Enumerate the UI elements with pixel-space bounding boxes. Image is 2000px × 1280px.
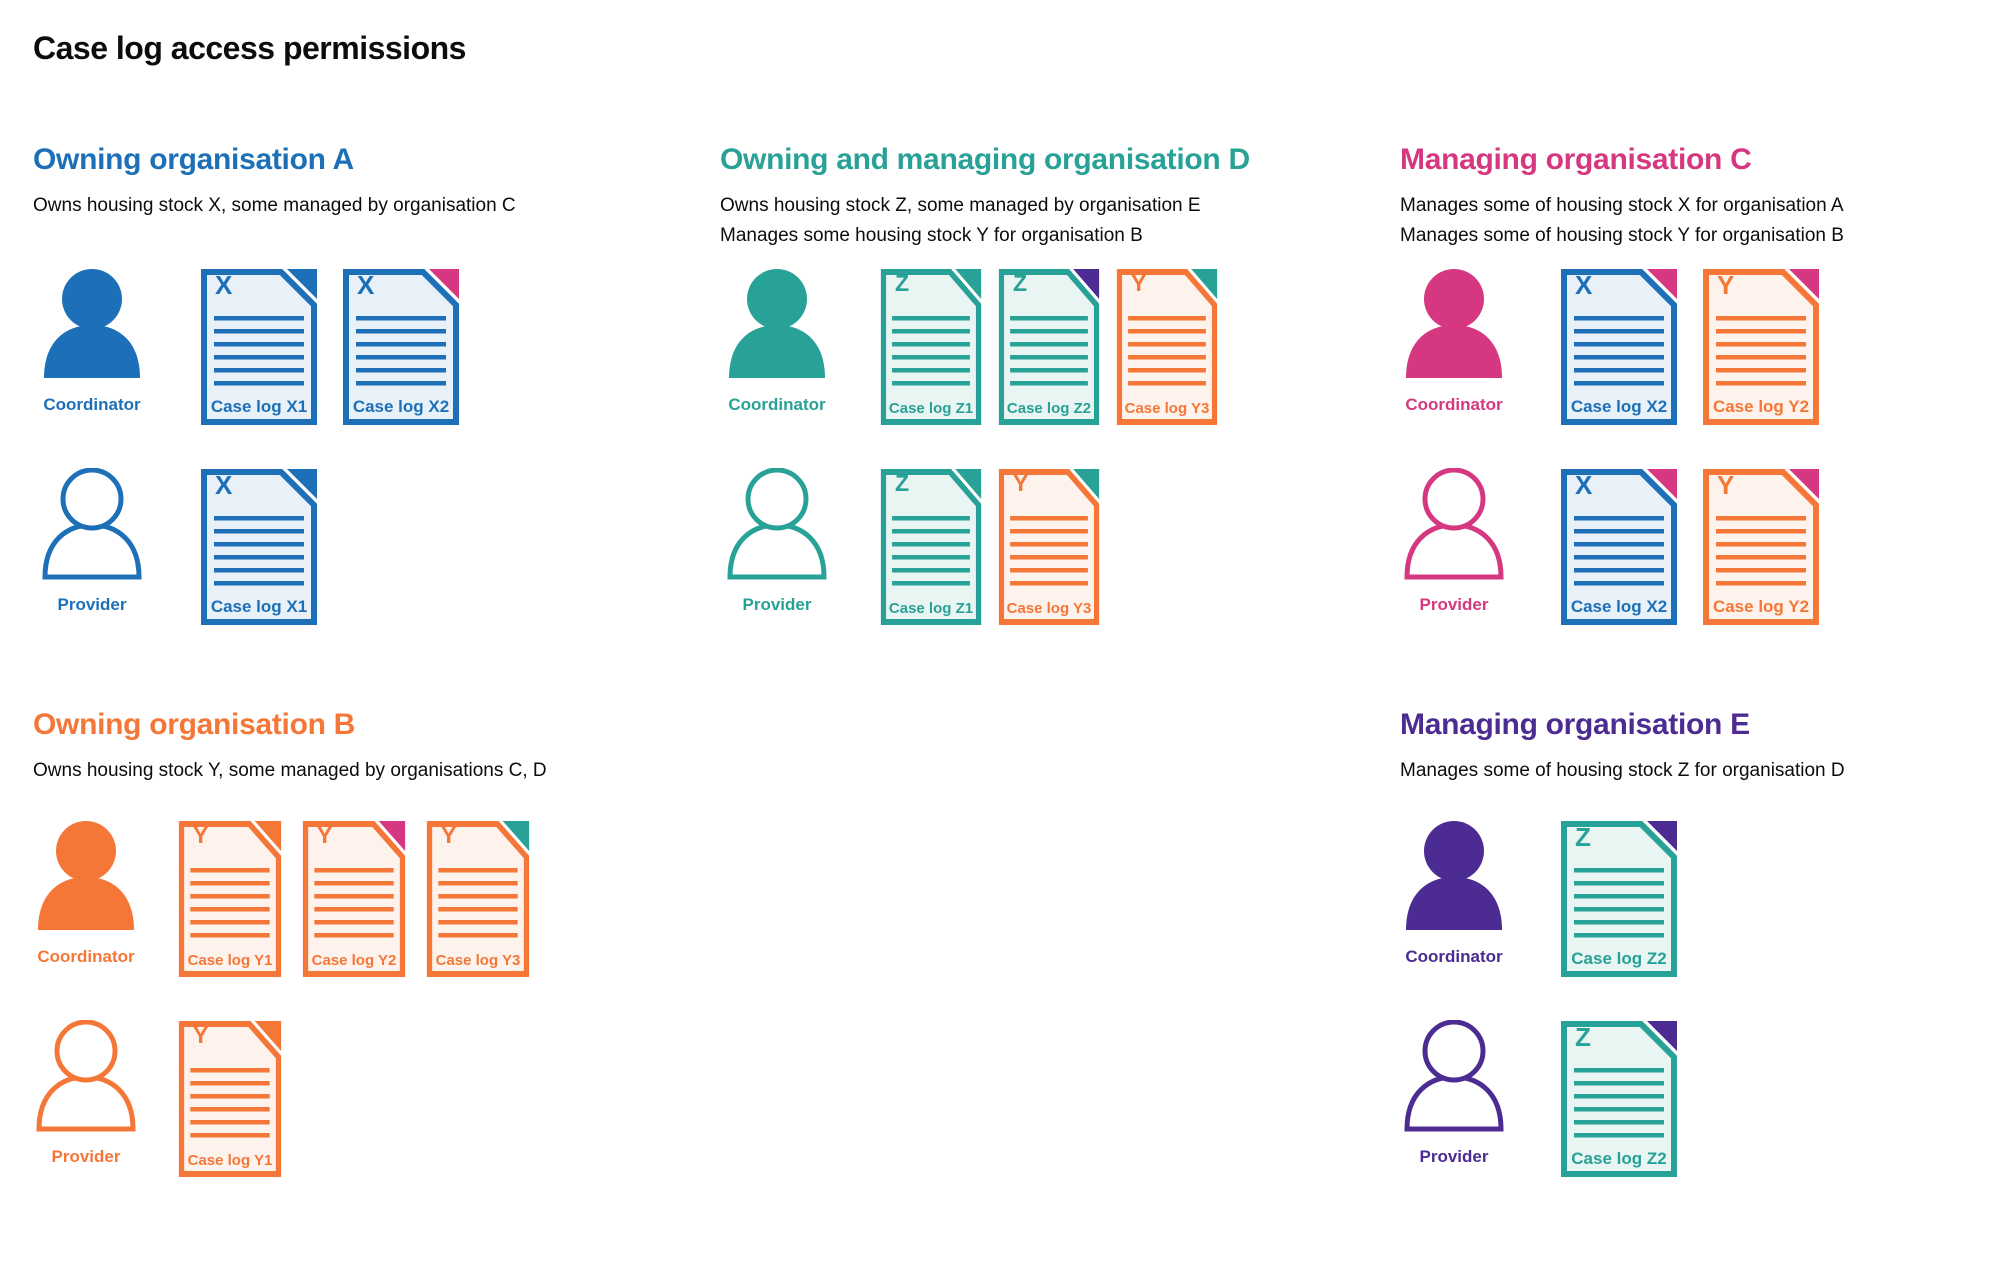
document-letter: Z xyxy=(1575,822,1591,852)
description-line: Manages some of housing stock Y for organisation B xyxy=(1400,224,1844,246)
document-label: Case log X2 xyxy=(1570,597,1668,616)
provider-row xyxy=(1400,1020,1678,1180)
document-letter: Z xyxy=(895,470,910,496)
person-role-label: Coordinator xyxy=(1405,947,1503,966)
person-cell xyxy=(720,268,880,428)
provider-icon xyxy=(1402,1020,1506,1132)
document-letter: Y xyxy=(441,822,457,848)
coordinator-icon xyxy=(40,268,144,380)
coordinator-row xyxy=(33,820,530,980)
document-case-log-y3 xyxy=(998,468,1100,626)
description-line: Owns housing stock Z, some managed by organisation E xyxy=(720,194,1201,216)
document-case-log-x1 xyxy=(200,468,318,626)
documents-group xyxy=(1560,1020,1678,1178)
documents-group xyxy=(1560,468,1820,626)
person-cell xyxy=(1400,468,1560,628)
person-role-label: Provider xyxy=(57,595,127,614)
document-label: Case log Z2 xyxy=(1006,400,1092,417)
provider-icon xyxy=(40,468,144,580)
section-managing-organisation-e xyxy=(1400,708,1990,1168)
document-case-log-y3 xyxy=(1116,268,1218,426)
coordinator-figure xyxy=(712,268,842,415)
section-description xyxy=(33,756,693,786)
person-role-label: Provider xyxy=(742,595,812,614)
document-case-log-z2 xyxy=(998,268,1100,426)
coordinator-icon xyxy=(725,268,829,380)
provider-row xyxy=(33,468,318,628)
section-owning-organisation-a xyxy=(33,143,693,616)
coordinator-icon xyxy=(34,820,138,932)
coordinator-figure xyxy=(27,268,157,415)
coordinator-row xyxy=(1400,268,1820,428)
documents-group xyxy=(1560,268,1820,426)
document-case-log-z1 xyxy=(880,268,982,426)
provider-icon xyxy=(1402,468,1506,580)
document-letter: Y xyxy=(193,822,209,848)
documents-group xyxy=(178,820,530,978)
document-letter: Y xyxy=(1717,470,1735,500)
person-cell xyxy=(33,268,200,428)
document-label: Case log Y3 xyxy=(1124,400,1210,417)
person-role-label: Coordinator xyxy=(1405,395,1503,414)
coordinator-row xyxy=(33,268,460,428)
section-managing-organisation-c xyxy=(1400,143,1990,616)
document-letter: Y xyxy=(1717,270,1735,300)
document-label: Case log Z1 xyxy=(888,400,974,417)
documents-group xyxy=(200,268,460,426)
document-label: Case log X1 xyxy=(210,597,308,616)
person-cell xyxy=(720,468,880,628)
person-cell xyxy=(33,468,200,628)
provider-figure xyxy=(1389,468,1519,615)
person-cell xyxy=(33,820,178,980)
person-role-label: Coordinator xyxy=(728,395,826,414)
coordinator-icon xyxy=(1402,268,1506,380)
section-description xyxy=(1400,756,1990,786)
document-case-log-y1 xyxy=(178,820,282,978)
document-case-log-z2 xyxy=(1560,1020,1678,1178)
page-title: Case log access permissions xyxy=(33,30,466,66)
section-title: Managing organisation C xyxy=(1400,143,1752,176)
person-role-label: Provider xyxy=(1419,595,1489,614)
provider-icon xyxy=(34,1020,138,1132)
document-letter: X xyxy=(1575,470,1593,500)
section-description xyxy=(1400,191,1990,251)
provider-icon xyxy=(725,468,829,580)
document-label: Case log X2 xyxy=(1570,397,1668,416)
section-description xyxy=(720,191,1380,251)
provider-figure xyxy=(712,468,842,615)
provider-row xyxy=(33,1020,282,1180)
document-label: Case log Y3 xyxy=(435,952,521,969)
document-label: Case log Y3 xyxy=(1006,600,1092,617)
provider-figure xyxy=(27,468,157,615)
provider-figure xyxy=(21,1020,151,1167)
provider-figure xyxy=(1389,1020,1519,1167)
provider-row xyxy=(720,468,1100,628)
document-case-log-x2 xyxy=(342,268,460,426)
document-case-log-z2 xyxy=(1560,820,1678,978)
document-letter: Y xyxy=(317,822,333,848)
document-case-log-y2 xyxy=(302,820,406,978)
document-letter: Z xyxy=(1575,1022,1591,1052)
documents-group xyxy=(178,1020,282,1178)
coordinator-figure xyxy=(1389,820,1519,967)
provider-row xyxy=(1400,468,1820,628)
document-label: Case log Z2 xyxy=(1571,1149,1667,1168)
document-letter: X xyxy=(215,270,233,300)
document-label: Case log Y2 xyxy=(311,952,397,969)
coordinator-row xyxy=(1400,820,1678,980)
document-case-log-y3 xyxy=(426,820,530,978)
document-label: Case log Y2 xyxy=(1712,397,1810,416)
description-line: Owns housing stock X, some managed by organisation C xyxy=(33,194,516,216)
person-role-label: Provider xyxy=(51,1147,121,1166)
document-case-log-x1 xyxy=(200,268,318,426)
document-label: Case log Y1 xyxy=(187,952,273,969)
description-line: Manages some of housing stock Z for organisation D xyxy=(1400,759,1845,781)
document-label: Case log Y2 xyxy=(1712,597,1810,616)
person-cell xyxy=(1400,820,1560,980)
document-case-log-z1 xyxy=(880,468,982,626)
section-title: Owning and managing organisation D xyxy=(720,143,1250,176)
person-role-label: Coordinator xyxy=(43,395,141,414)
document-label: Case log Z1 xyxy=(888,600,974,617)
document-case-log-y2 xyxy=(1702,268,1820,426)
documents-group xyxy=(880,468,1100,626)
document-letter: Y xyxy=(1131,270,1147,296)
documents-group xyxy=(1560,820,1678,978)
document-case-log-x2 xyxy=(1560,268,1678,426)
document-letter: X xyxy=(1575,270,1593,300)
document-letter: Y xyxy=(1013,470,1029,496)
person-role-label: Coordinator xyxy=(37,947,135,966)
coordinator-icon xyxy=(1402,820,1506,932)
document-letter: X xyxy=(215,470,233,500)
description-line: Manages some of housing stock X for organisation A xyxy=(1400,194,1844,216)
section-title: Owning organisation B xyxy=(33,708,356,741)
section-title: Managing organisation E xyxy=(1400,708,1750,741)
documents-group xyxy=(200,468,318,626)
description-line: Owns housing stock Y, some managed by organisations C, D xyxy=(33,759,547,781)
coordinator-figure xyxy=(21,820,151,967)
document-letter: Z xyxy=(895,270,910,296)
person-cell xyxy=(1400,1020,1560,1180)
person-cell xyxy=(1400,268,1560,428)
document-case-log-y2 xyxy=(1702,468,1820,626)
section-owning-and-managing-organisation-d xyxy=(720,143,1380,617)
document-label: Case log X1 xyxy=(210,397,308,416)
section-description xyxy=(33,191,693,221)
section-owning-organisation-b xyxy=(33,708,693,1169)
document-case-log-y1 xyxy=(178,1020,282,1178)
section-title: Owning organisation A xyxy=(33,143,354,176)
document-letter: Z xyxy=(1013,270,1028,296)
document-letter: X xyxy=(357,270,375,300)
documents-group xyxy=(880,268,1218,426)
document-label: Case log Z2 xyxy=(1571,949,1667,968)
coordinator-row xyxy=(720,268,1218,428)
coordinator-figure xyxy=(1389,268,1519,415)
person-cell xyxy=(33,1020,178,1180)
document-letter: Y xyxy=(193,1022,209,1048)
description-line: Manages some housing stock Y for organisation B xyxy=(720,224,1143,246)
document-label: Case log X2 xyxy=(352,397,450,416)
document-case-log-x2 xyxy=(1560,468,1678,626)
document-label: Case log Y1 xyxy=(187,1152,273,1169)
person-role-label: Provider xyxy=(1419,1147,1489,1166)
